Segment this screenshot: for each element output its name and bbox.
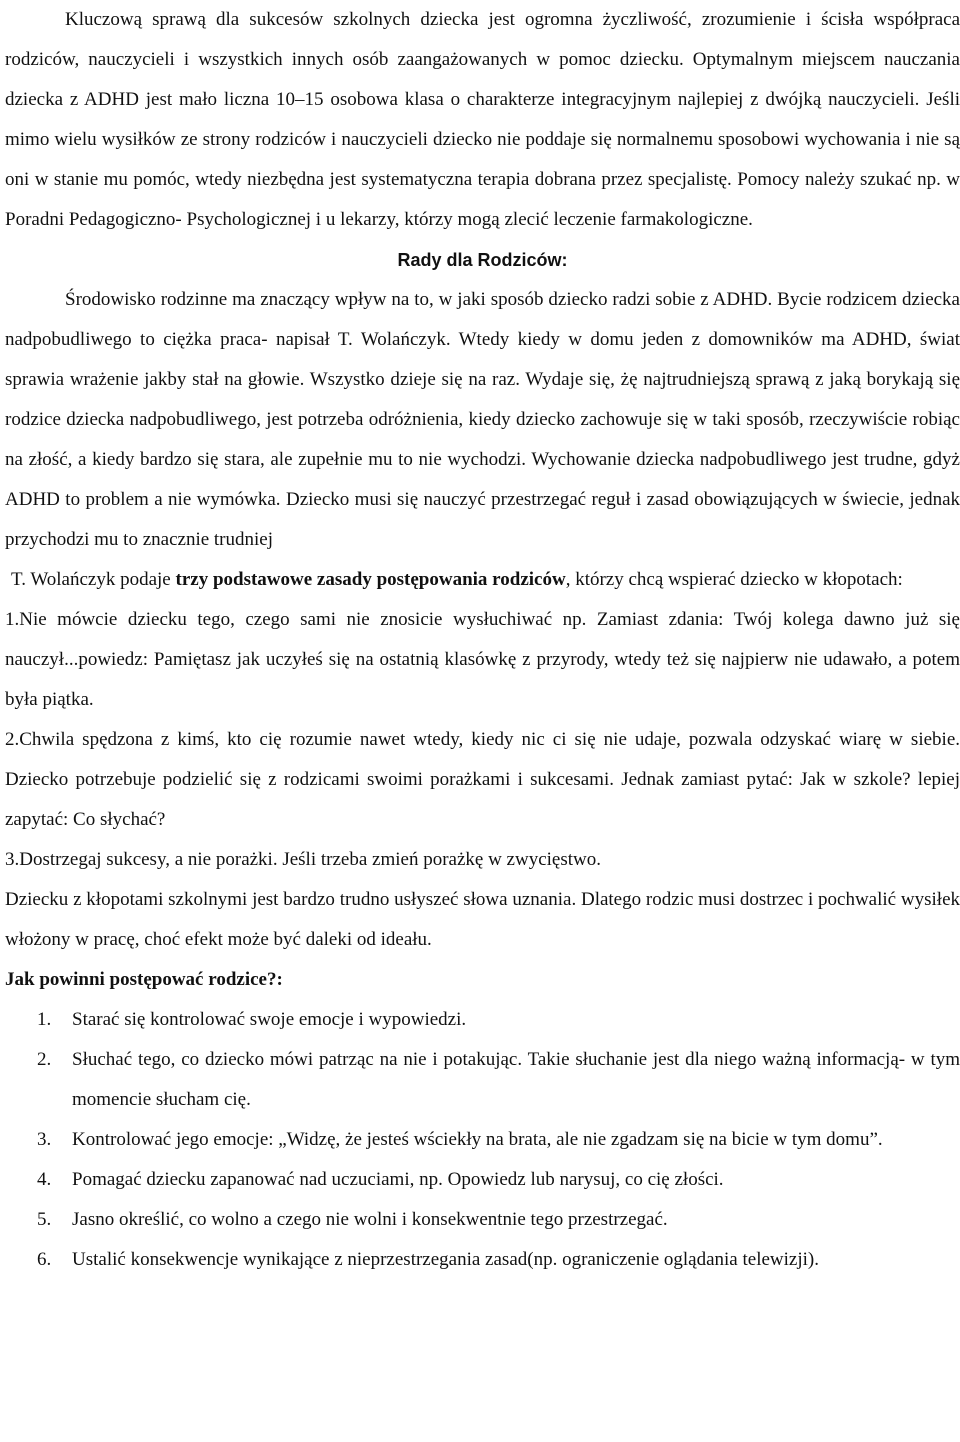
- paragraph-wolanczyk-zasady: [5, 560, 960, 600]
- list-item-text: Kontrolować jego emocje: „Widzę, że jesteś wściekły na brata, ale nie zgadzam się na bicie w tym domu”.: [72, 1129, 883, 1150]
- paragraph-srodowisko: Środowisko rodzinne ma znaczący wpływ na to, w jaki sposób dziecko radzi sobie z ADHD. Bycie rodzicem dziecka nadpobudliwego to ciężka praca- napisał T. Wolańczyk. Wtedy kiedy w domu jeden z domowników ma ADHD, świat sprawia wrażenie jakby stał na głowie. Wszystko dzieje się na raz. Wydaje się, żę najtrudniejszą sprawą z jaką borykają się rodzice dziecka nadpobudliwego, jest potrzeba odróżnienia, kiedy dziecko zachowuje się w taki sposób, rzeczywiście robiąc na złość, a kiedy bardzo się stara, ale zupełnie mu to nie wychodzi. Wychowanie dziecka nadpobudliwego jest trudne, gdyż ADHD to problem a nie wymówka. Dziecko musi się nauczyć przestrzegać reguł i zasad obowiązujących w świecie, jednak przychodzi mu to znacznie trudniej: [5, 289, 960, 550]
- paragraph-wolanczyk-post: , którzy chcą wspierać dziecko w kłopotach:: [565, 569, 903, 590]
- paragraph-wolanczyk-bold: trzy podstawowe zasady postępowania rodziców: [175, 569, 566, 590]
- list-item: [5, 1240, 960, 1280]
- paragraph-intro: Kluczową sprawą dla sukcesów szkolnych dziecka jest ogromna życzliwość, zrozumienie i ścisła współpraca rodziców, nauczycieli i wszystkich innych osób zaangażowanych w pomoc dziecku. Optymalnym miejscem nauczania dziecka z ADHD jest mało liczna 10–15 osobowa klasa o charakterze integracyjnym najlepiej z dwójką nauczycieli. Jeśli mimo wielu wysiłków ze strony rodziców i nauczycieli dziecko nie poddaje się normalnemu sposobowi wychowania i nie są oni w stanie mu pomóc, wtedy niezbędna jest systematyczna terapia dobrana przez specjalistę. Pomocy należy szukać np. w Poradni Pedagogiczno- Psychologicznej i u lekarzy, którzy mogą zlecić leczenie farmakologiczne.: [5, 9, 960, 230]
- rule-3: 3.Dostrzegaj sukcesy, a nie porażki. Jeśli trzeba zmień porażkę w zwycięstwo.: [5, 849, 601, 870]
- list-item-text: Pomagać dziecku zapanować nad uczuciami, np. Opowiedz lub narysuj, co cię złości.: [72, 1169, 724, 1190]
- list-item-text: Słuchać tego, co dziecko mówi patrząc na nie i potakując. Takie słuchanie jest dla niego ważną informacją- w tym momencie słucham cię.: [72, 1049, 960, 1110]
- document-page: [5, 0, 960, 1280]
- list-item: [5, 1120, 960, 1160]
- parent-guidelines-list: [5, 1000, 960, 1280]
- rule-2: 2.Chwila spędzona z kimś, kto cię rozumie nawet wtedy, kiedy nic ci się nie udaje, pozwala odzyskać wiarę w siebie. Dziecko potrzebuje podzielić się z rodzicami swoimi porażkami i sukcesami. Jednak zamiast pytać: Jak w szkole? lepiej zapytać: Co słychać?: [5, 729, 960, 830]
- heading-rady-dla-rodzicow: Rady dla Rodziców:: [397, 250, 568, 270]
- list-item-text: Starać się kontrolować swoje emocje i wypowiedzi.: [72, 1009, 467, 1030]
- paragraph-wolanczyk-pre: T. Wolańczyk podaje: [11, 569, 176, 590]
- list-item: [5, 1200, 960, 1240]
- list-item-number: 4.: [37, 1169, 52, 1190]
- list-item-number: 1.: [37, 1009, 52, 1030]
- list-item-number: 2.: [37, 1049, 52, 1070]
- list-item-number: 5.: [37, 1209, 52, 1230]
- paragraph-uznanie: Dziecku z kłopotami szkolnymi jest bardzo trudno usłyszeć słowa uznania. Dlatego rodzic musi dostrzec i pochwalić wysiłek włożony w pracę, choć efekt może być daleki od ideału.: [5, 889, 960, 950]
- list-item: [5, 1160, 960, 1200]
- list-item-text: Ustalić konsekwencje wynikające z nieprzestrzegania zasad(np. ograniczenie oglądania telewizji).: [72, 1249, 819, 1270]
- list-item-number: 6.: [37, 1249, 52, 1270]
- list-item-text: Jasno określić, co wolno a czego nie wolni i konsekwentnie tego przestrzegać.: [72, 1209, 668, 1230]
- heading-jak-powinni: Jak powinni postępować rodzice?:: [5, 969, 283, 990]
- list-item-number: 3.: [37, 1129, 52, 1150]
- rule-1: 1.Nie mówcie dziecku tego, czego sami nie znosicie wysłuchiwać np. Zamiast zdania: Twój kolega dawno już się nauczył...powiedz: Pamiętasz jak uczyłeś się na ostatnią klasówkę z przyrody, wtedy też się najpierw nie udawało, a potem była piątka.: [5, 609, 960, 710]
- list-item: [5, 1040, 960, 1120]
- list-item: [5, 1000, 960, 1040]
